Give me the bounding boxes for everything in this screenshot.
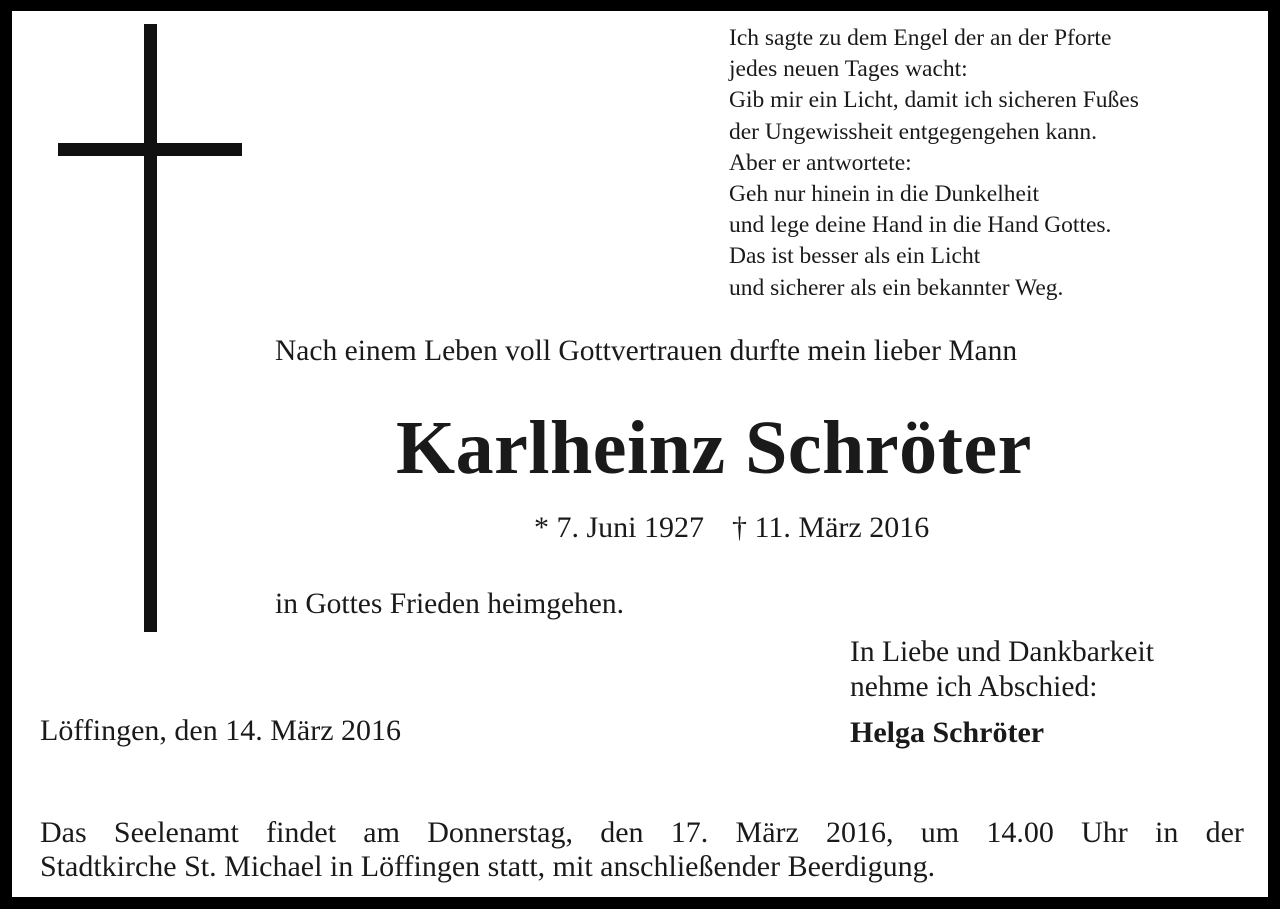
service-line-1 <box>40 816 1244 850</box>
service-line-2: Stadtkirche St. Michael in Löffingen statt, mit anschließender Beerdigung. <box>40 850 936 883</box>
birth-date: * 7. Juni 1927 <box>534 511 705 544</box>
service-word: März <box>735 816 799 849</box>
obituary-notice <box>12 11 1268 897</box>
poem-line: Das ist besser als ein Licht <box>729 243 981 270</box>
farewell-line: nehme ich Abschied: <box>850 671 1098 703</box>
poem-line: Geh nur hinein in die Dunkelheit <box>729 181 1039 208</box>
farewell-line: In Liebe und Dankbarkeit <box>850 636 1154 668</box>
poem-line: Gib mir ein Licht, damit ich sicheren Fußes <box>729 87 1139 114</box>
life-dates <box>534 510 929 546</box>
poem-line: jedes neuen Tages wacht: <box>729 56 968 83</box>
cross-horizontal-bar <box>58 143 242 156</box>
service-word: 2016, <box>826 816 894 849</box>
service-word: 17. <box>670 816 709 849</box>
farewell-text <box>850 635 1154 705</box>
service-word: der <box>1205 816 1244 849</box>
service-word: am <box>363 816 400 849</box>
place-and-date: Löffingen, den 14. März 2016 <box>40 714 402 747</box>
poem-line: der Ungewissheit entgegengehen kann. <box>729 118 1098 145</box>
service-announcement <box>40 816 1244 884</box>
signature-name: Helga Schröter <box>850 716 1045 749</box>
poem-line: und sicherer als ein bekannter Weg. <box>729 274 1064 301</box>
poem-line: Aber er antwortete: <box>729 149 912 176</box>
poem-line: Ich sagte zu dem Engel der an der Pforte <box>729 25 1112 51</box>
service-word: 14.00 <box>986 816 1054 849</box>
poem-line: und lege deine Hand in die Hand Gottes. <box>729 212 1112 239</box>
service-word: den <box>600 816 644 849</box>
cross-vertical-bar <box>144 24 157 632</box>
service-word: in <box>1154 816 1179 849</box>
deceased-name: Karlheinz Schröter <box>396 406 1032 490</box>
service-word: Das <box>40 816 87 849</box>
service-word: Seelenamt <box>113 816 239 849</box>
service-word: Donnerstag, <box>427 816 573 849</box>
death-date: † 11. März 2016 <box>732 511 930 544</box>
closing-text: in Gottes Frieden heimgehen. <box>275 588 625 620</box>
service-word: Uhr <box>1081 816 1128 849</box>
intro-text: Nach einem Leben voll Gottvertrauen durfte mein lieber Mann <box>275 335 1018 367</box>
poem <box>729 23 1139 304</box>
service-word: um <box>920 816 960 849</box>
service-word: findet <box>266 816 337 849</box>
